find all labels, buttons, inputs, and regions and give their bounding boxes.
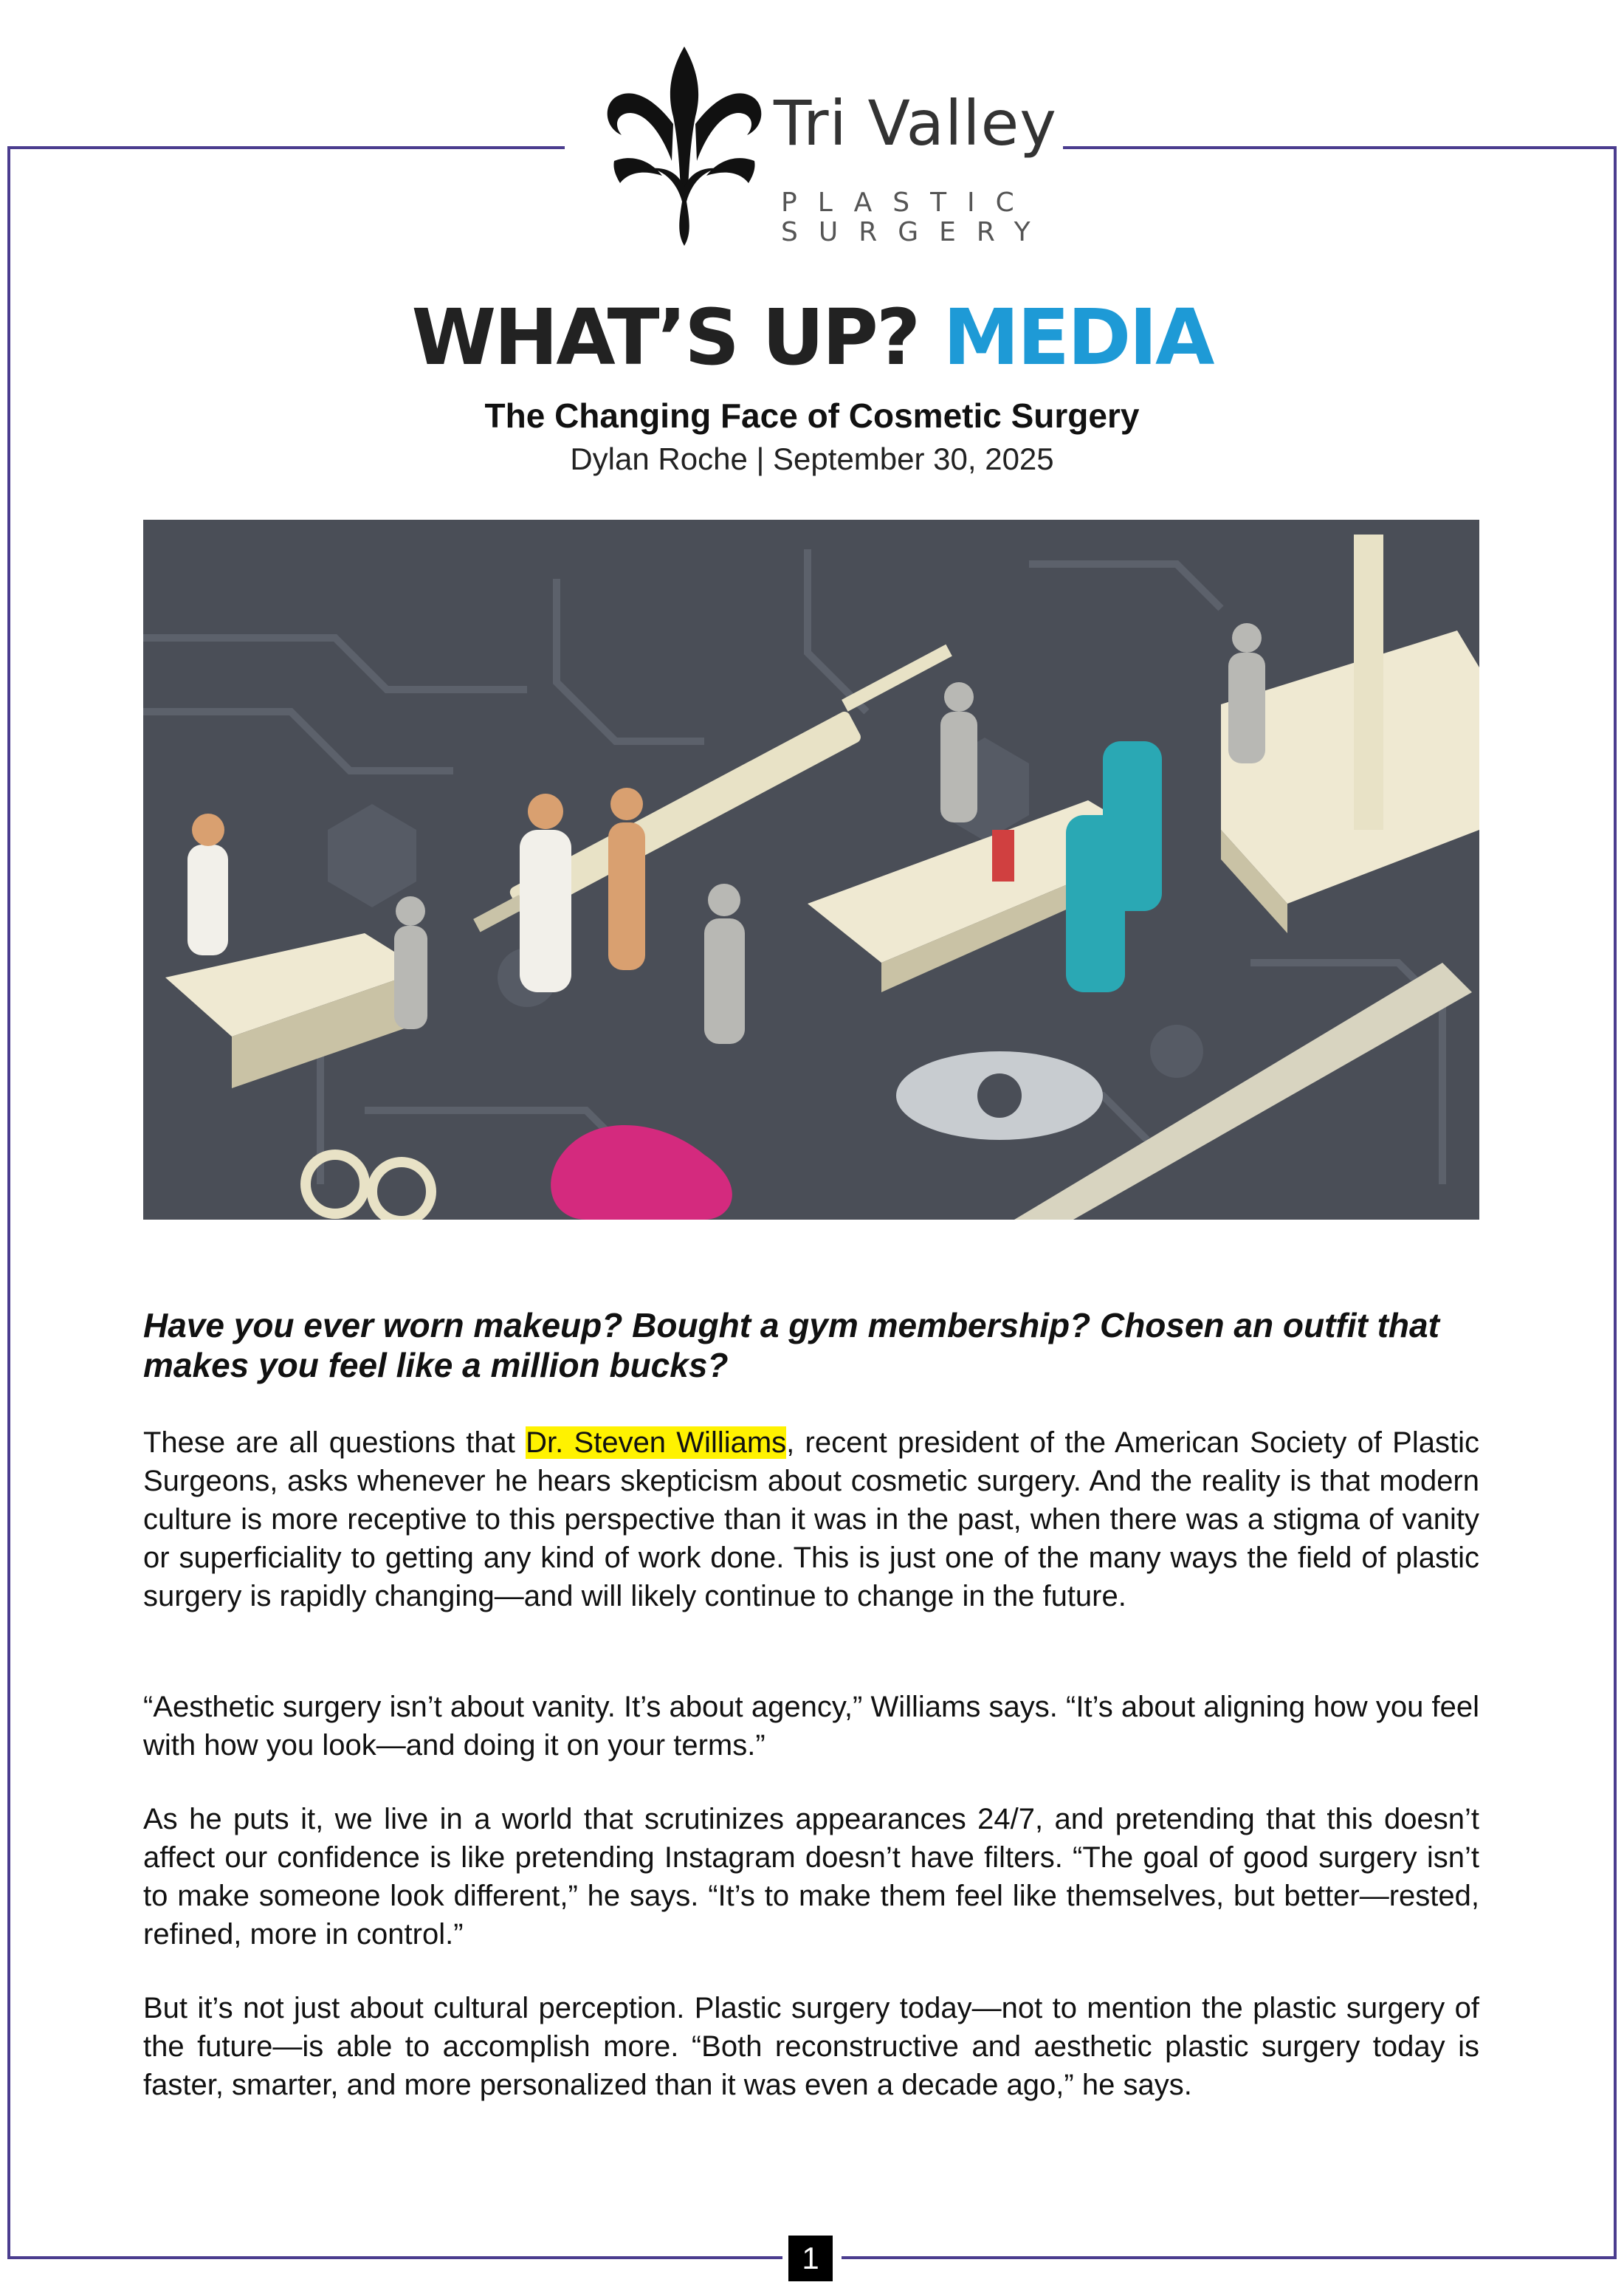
page-frame-bottom-left <box>7 2256 782 2259</box>
article-title: The Changing Face of Cosmetic Surgery <box>484 396 1140 435</box>
article-paragraph-1 <box>143 1423 1479 1615</box>
article-lead: Have you ever worn makeup? Bought a gym membership? Chosen an outfit that makes you feel like a million bucks? <box>143 1306 1439 1384</box>
page-frame-top-left <box>7 146 565 149</box>
logo-subtitle-line2: SURGERY <box>781 217 1051 247</box>
masthead-dark-text: WHAT’S UP? <box>411 292 919 382</box>
highlighted-name: Dr. Steven Williams <box>526 1426 787 1459</box>
paragraph-1-text-start: These are all questions that <box>143 1426 526 1459</box>
article-paragraph-2: “Aesthetic surgery isn’t about vanity. It’s about agency,” Williams says. “It’s about aligning how you feel with how you look—and doing it on your terms.” <box>143 1691 1479 1762</box>
article-byline: Dylan Roche | September 30, 2025 <box>570 441 1054 476</box>
logo-name: Tri Valley <box>774 87 1058 159</box>
page-frame-bottom-right <box>842 2256 1617 2259</box>
article-paragraph-3: As he puts it, we live in a world that scrutinizes appearances 24/7, and pretending that this doesn’t affect our confidence is like pretending Instagram doesn’t have filters. “The goal of good surgery isn’t to make someone look different,” he says. “It’s to make them feel like themselves, but better—rested, refined, more in control.” <box>143 1803 1479 1951</box>
page-number: 1 <box>788 2236 833 2281</box>
masthead-blue-text: MEDIA <box>943 292 1213 382</box>
tri-valley-logo <box>599 43 1058 257</box>
page-frame-top-right <box>1063 146 1617 149</box>
paragraph-1-text-end: , recent president of the American Society of Plastic Surgeons, asks whenever he hears skepticism about cosmetic surgery. And the reality is that modern culture is more receptive to this perspective than it was in the past, when there was a stigma of vanity or superficiality to getting any kind of work done. This is just one of the many ways the field of plastic surgery is rapidly changing—and will likely continue to change in the future. <box>143 1426 1479 1612</box>
article-paragraph-4: But it’s not just about cultural perception. Plastic surgery today—not to mention the plastic surgery of the future—is able to accomplish more. “Both reconstructive and aesthetic plastic surgery today is faster, smarter, and more personalized than it was even a decade ago,” he says. <box>143 1992 1479 2101</box>
hero-illustration <box>143 520 1479 1220</box>
logo-subtitle-line1: PLASTIC <box>781 188 1035 218</box>
fleur-de-lis-icon <box>599 43 769 250</box>
publication-masthead <box>0 292 1624 382</box>
